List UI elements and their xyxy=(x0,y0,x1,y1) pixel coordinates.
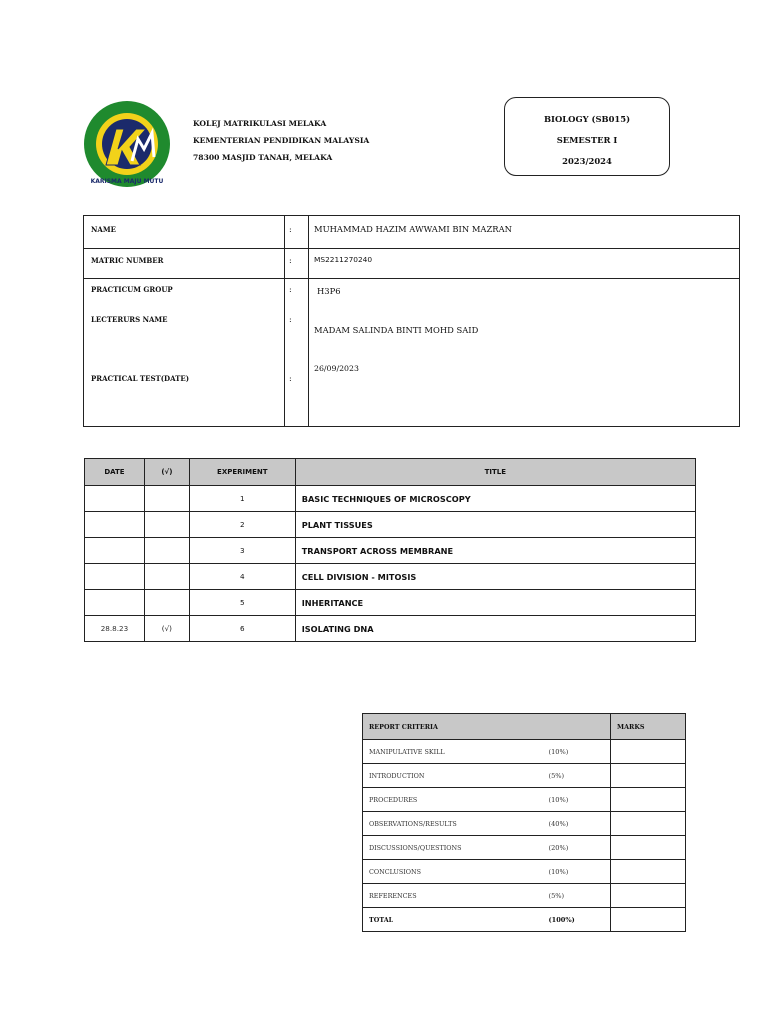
row-check xyxy=(144,590,189,616)
row-check: (√) xyxy=(144,616,189,642)
criterion-weight: (20%) xyxy=(549,836,611,860)
course-semester: SEMESTER I xyxy=(556,135,618,145)
row-title: INHERITANCE xyxy=(295,590,695,616)
row-experiment-no: 2 xyxy=(189,512,295,538)
total-row xyxy=(363,908,686,932)
row-date xyxy=(85,538,145,564)
criterion: CONCLUSIONS xyxy=(363,860,549,884)
logo-motto: KARISMA MAJU MUTU xyxy=(90,178,164,185)
matric-label: MATRIC NUMBER xyxy=(91,256,164,265)
row-title: ISOLATING DNA xyxy=(295,616,695,642)
colon: : xyxy=(289,225,292,234)
table-row xyxy=(85,590,696,616)
matric-number: MS2211270240 xyxy=(314,255,373,264)
college-logo xyxy=(82,99,172,189)
criterion: INTRODUCTION xyxy=(363,764,549,788)
row-title: CELL DIVISION - MITOSIS xyxy=(295,564,695,590)
table-row xyxy=(363,884,686,908)
table-row xyxy=(363,860,686,884)
name-label: NAME xyxy=(91,225,116,234)
table-row xyxy=(363,836,686,860)
marks-cell xyxy=(611,860,686,884)
row-date xyxy=(85,512,145,538)
institution-address: 78300 MASJID TANAH, MELAKA xyxy=(193,153,333,162)
criteria-header: REPORT CRITERIA xyxy=(363,714,611,740)
criterion-weight: (40%) xyxy=(549,812,611,836)
row-date xyxy=(85,564,145,590)
lecturer-name: MADAM SALINDA BINTI MOHD SAID xyxy=(314,325,479,335)
row-check xyxy=(144,486,189,512)
colon: : xyxy=(289,374,292,383)
criterion-weight: (5%) xyxy=(549,884,611,908)
criterion-weight: (10%) xyxy=(549,860,611,884)
test-date-label: PRACTICAL TEST(DATE) xyxy=(91,374,190,383)
date-header: DATE xyxy=(85,459,145,486)
total-marks-cell xyxy=(611,908,686,932)
student-name: MUHAMMAD HAZIM AWWAMI BIN MAZRAN xyxy=(314,224,512,234)
table-row xyxy=(85,486,696,512)
criterion: DISCUSSIONS/QUESTIONS xyxy=(363,836,549,860)
criterion-weight: (5%) xyxy=(549,764,611,788)
criterion: REFERENCES xyxy=(363,884,549,908)
title-header: TITLE xyxy=(295,459,695,486)
course-info-box xyxy=(504,97,670,176)
institution-name: KOLEJ MATRIKULASI MELAKA xyxy=(193,119,327,128)
student-info-table xyxy=(83,215,740,427)
criterion: PROCEDURES xyxy=(363,788,549,812)
ministry-name: KEMENTERIAN PENDIDIKAN MALAYSIA xyxy=(193,136,370,145)
row-title: BASIC TECHNIQUES OF MICROSCOPY xyxy=(295,486,695,512)
course-subject: BIOLOGY (SB015) xyxy=(543,114,631,124)
table-row xyxy=(363,764,686,788)
practicum-group: H3P6 xyxy=(317,286,341,296)
criterion: OBSERVATIONS/RESULTS xyxy=(363,812,549,836)
table-row xyxy=(85,564,696,590)
total-weight: (100%) xyxy=(549,908,611,932)
row-date xyxy=(85,590,145,616)
row-date xyxy=(85,486,145,512)
row-check xyxy=(144,538,189,564)
row-title: PLANT TISSUES xyxy=(295,512,695,538)
group-label: PRACTICUM GROUP xyxy=(91,285,173,294)
table-row xyxy=(363,788,686,812)
experiment-header: EXPERIMENT xyxy=(189,459,295,486)
row-title: TRANSPORT ACROSS MEMBRANE xyxy=(295,538,695,564)
marks-cell xyxy=(611,788,686,812)
table-header-row xyxy=(85,459,696,486)
colon: : xyxy=(289,285,292,294)
marks-cell xyxy=(611,764,686,788)
row-experiment-no: 3 xyxy=(189,538,295,564)
criterion-weight: (10%) xyxy=(549,740,611,764)
row-experiment-no: 1 xyxy=(189,486,295,512)
experiment-table xyxy=(84,458,696,642)
colon: : xyxy=(289,256,292,265)
total-label: TOTAL xyxy=(363,908,549,932)
table-header-row xyxy=(363,714,686,740)
criterion-weight: (10%) xyxy=(549,788,611,812)
practical-test-date: 26/09/2023 xyxy=(314,364,359,373)
marks-cell xyxy=(611,812,686,836)
row-date: 28.8.23 xyxy=(85,616,145,642)
row-experiment-no: 4 xyxy=(189,564,295,590)
table-row xyxy=(85,616,696,642)
table-row xyxy=(85,512,696,538)
marks-cell xyxy=(611,884,686,908)
table-row xyxy=(363,812,686,836)
row-check xyxy=(144,512,189,538)
marks-cell xyxy=(611,836,686,860)
row-check xyxy=(144,564,189,590)
marks-cell xyxy=(611,740,686,764)
course-session: 2023/2024 xyxy=(562,156,612,166)
criterion: MANIPULATIVE SKILL xyxy=(363,740,549,764)
report-criteria-table xyxy=(362,713,686,932)
marks-header: MARKS xyxy=(611,714,686,740)
table-row xyxy=(363,740,686,764)
lecturer-label: LECTERURS NAME xyxy=(91,315,168,324)
colon: : xyxy=(289,315,292,324)
table-row xyxy=(85,538,696,564)
row-experiment-no: 6 xyxy=(189,616,295,642)
row-experiment-no: 5 xyxy=(189,590,295,616)
check-header: (√) xyxy=(144,459,189,486)
